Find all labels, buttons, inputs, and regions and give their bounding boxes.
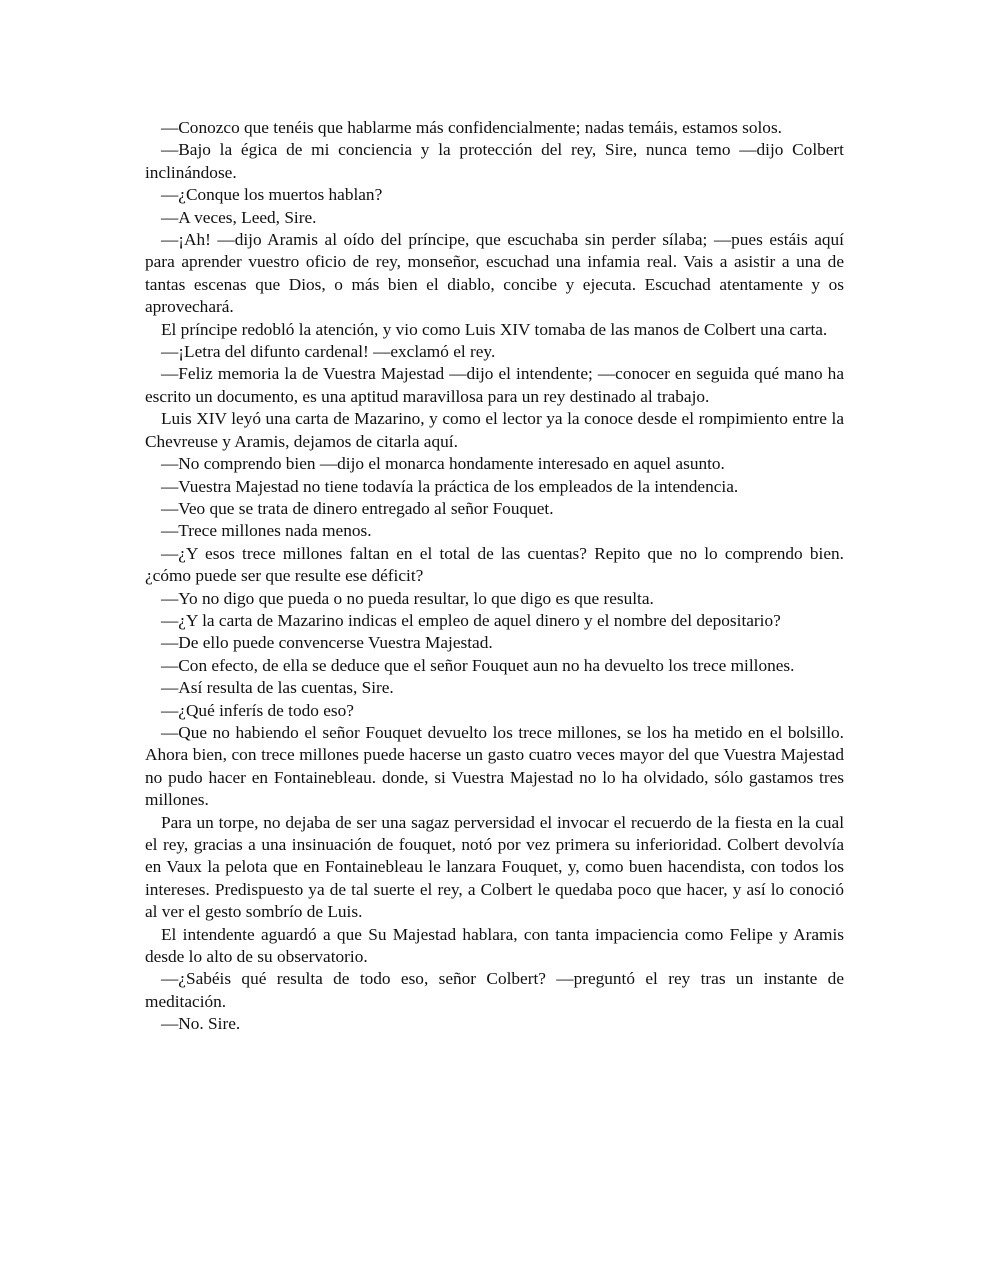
paragraph: Luis XIV leyó una carta de Mazarino, y como el lector ya la conoce desde el rompimiento entre la Chevreuse y Aramis, dejamos de citarla aquí. <box>145 409 844 451</box>
paragraph: —No comprendo bien —dijo el monarca hondamente interesado en aquel asunto. <box>161 454 725 474</box>
paragraph: Para un torpe, no dejaba de ser una sagaz perversidad el invocar el recuerdo de la fiesta en la cual el rey, gracias a una insinuación de fouquet, notó por vez primera su inferioridad. Colbert devolvía en Vaux la pelota que en Fontainebleau le lanzara Fouquet, y, como buen hacendista, con todos los intereses. Predispuesto ya de tal suerte el rey, a Colbert le quedaba poco que hacer, y así lo conoció al ver el gesto sombrío de Luis. <box>145 812 844 922</box>
paragraph: —Bajo la égica de mi conciencia y la protección del rey, Sire, nunca temo —dijo Colbert inclinándose. <box>145 140 844 182</box>
paragraph: —¿Qué inferís de todo eso? <box>161 700 354 720</box>
paragraph: —¿Sabéis qué resulta de todo eso, señor Colbert? —preguntó el rey tras un instante de meditación. <box>145 969 844 1011</box>
paragraph: —Con efecto, de ella se deduce que el señor Fouquet aun no ha devuelto los trece millones. <box>161 655 795 675</box>
paragraph: El príncipe redobló la atención, y vio como Luis XIV tomaba de las manos de Colbert una carta. <box>161 319 828 339</box>
paragraph: —Conozco que tenéis que hablarme más confidencialmente; nadas temáis, estamos solos. <box>161 118 782 137</box>
paragraph: —¡Ah! —dijo Aramis al oído del príncipe, que escuchaba sin perder sílaba; —pues estáis aquí para aprender vuestro oficio de rey, monseñor, escuchad una infamia real. Vais a asistir a una de tantas escenas que Dios, o más bien el diablo, concibe y ejecuta. Escuchad atentamente y os aprovechará. <box>145 230 844 317</box>
paragraph: —De ello puede convencerse Vuestra Majestad. <box>161 633 493 653</box>
paragraph: —Así resulta de las cuentas, Sire. <box>161 678 394 698</box>
paragraph: —Veo que se trata de dinero entregado al señor Fouquet. <box>161 498 554 518</box>
paragraph: —¿Conque los muertos hablan? <box>161 185 383 205</box>
paragraph: —Yo no digo que pueda o no pueda resultar, lo que digo es que resulta. <box>161 588 654 608</box>
paragraph: —Vuestra Majestad no tiene todavía la práctica de los empleados de la intendencia. <box>161 476 739 496</box>
paragraph: —Trece millones nada menos. <box>161 521 372 541</box>
paragraph: —No. Sire. <box>161 1014 241 1034</box>
paragraph: —Feliz memoria la de Vuestra Majestad —dijo el intendente; —conocer en seguida qué mano ha escrito un documento, es una aptitud maravillosa para un rey destinado al trabajo. <box>145 364 844 406</box>
paragraph: —¿Y la carta de Mazarino indicas el empleo de aquel dinero y el nombre del depositario? <box>161 610 781 630</box>
paragraph: —¡Letra del difunto cardenal! —exclamó el rey. <box>161 342 496 362</box>
paragraph: El intendente aguardó a que Su Majestad hablara, con tanta impaciencia como Felipe y Aramis desde lo alto de su observatorio. <box>145 924 844 967</box>
paragraph: —Que no habiendo el señor Fouquet devuelto los trece millones, se los ha metido en el bolsillo. Ahora bien, con trece millones puede hacerse un gasto cuatro veces mayor del que Vuestra Majestad no pudo hacer en Fontainebleau. donde, si Vuestra Majestad no lo ha olvidado, sólo gastamos tres millones. <box>145 722 844 810</box>
document-page <box>145 117 844 1036</box>
paragraph: —A veces, Leed, Sire. <box>161 207 317 227</box>
paragraph: —¿Y esos trece millones faltan en el total de las cuentas? Repito que no lo comprendo bien. ¿cómo puede ser que resulte ese déficit? <box>145 543 844 586</box>
